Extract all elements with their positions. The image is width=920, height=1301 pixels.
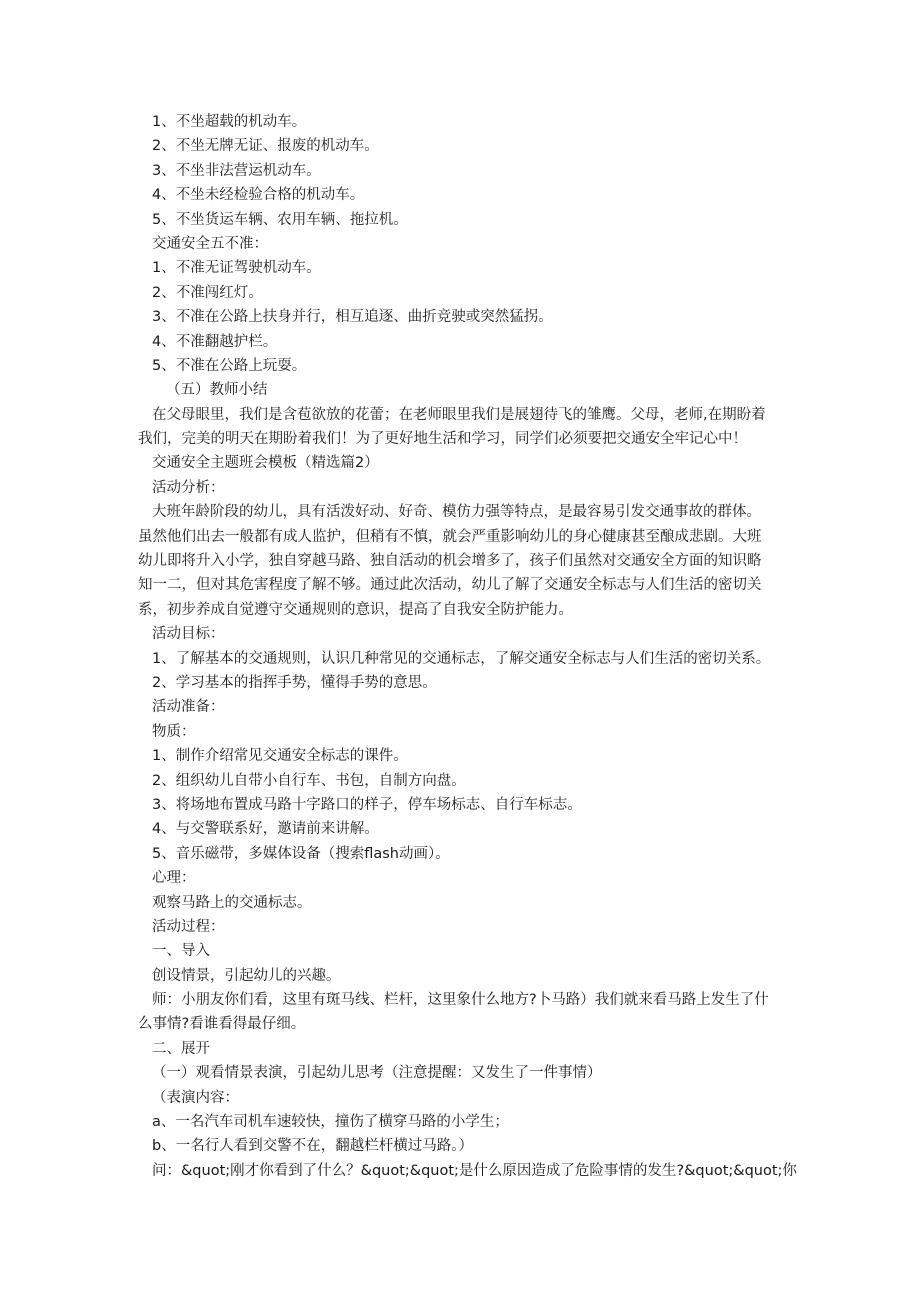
text-line: a、一名汽车司机车速较快，撞伤了横穿马路的小学生； [152,1114,509,1131]
text-line: 么事情?看谁看得最仔细。 [138,1016,306,1033]
text-line: 3、不坐非法营运机动车。 [152,162,321,179]
text-line: 虽然他们出去一般都有成人监护，但稍有不慎，就会严重影响幼儿的身心健康甚至酿成悲剧。大班 [138,528,762,545]
text-line: 1、了解基本的交通规则，认识几种常见的交通标志，了解交通安全标志与人们生活的密切关系。 [152,650,771,667]
text-line: 知一二，但对其危害程度了解不够。通过此次活动，幼儿了解了交通安全标志与人们生活的密切关 [138,577,762,594]
text-line: 3、将场地布置成马路十字路口的样子，停车场标志、自行车标志。 [152,796,582,813]
text-line: 系，初步养成自觉遵守交通规则的意识，提高了自我安全防护能力。 [138,601,573,618]
text-line: 幼儿即将升入小学，独自穿越马路、独自活动的机会增多了，孩子们虽然对交通安全方面的知识略 [138,553,762,570]
text-line: 2、不准闯红灯。 [152,284,263,301]
text-line: 交通安全主题班会模板（精选篇2） [152,455,379,472]
text-line: 交通安全五不准： [152,235,268,252]
text-line: b、一名行人看到交警不在，翻越栏杆横过马路。） [152,1138,473,1155]
text-line: 1、制作介绍常见交通安全标志的课件。 [152,748,408,765]
text-line: 心理： [152,870,196,887]
text-line: 1、不坐超载的机动车。 [152,114,307,130]
text-line: 在父母眼里，我们是含苞欲放的花蕾；在老师眼里我们是展翅待飞的雏鹰。父母，老师,在期盼着 [152,406,766,423]
text-line: （表演内容： [152,1089,239,1106]
text-line: 2、组织幼儿自带小自行车、书包，自制方向盘。 [152,772,466,789]
document-body [138,110,797,1183]
text-line: 师：小朋友你们看，这里有斑马线、栏杆，这里象什么地方?卜马路）我们就来看马路上发生了什 [152,992,769,1009]
text-line: 4、与交警联系好，邀请前来讲解。 [152,821,379,838]
text-line: 二、展开 [152,1040,210,1057]
text-line: 大班年龄阶段的幼儿，具有活泼好动、好奇、模仿力强等特点，是最容易引发交通事故的群体。 [152,504,761,521]
text-line: 5、音乐磁带，多媒体设备（搜索flash动画）。 [152,845,450,862]
text-line: 3、不准在公路上扶身并行，相互追逐、曲折竞驶或突然猛拐。 [152,309,553,326]
text-line: 4、不坐未经检验合格的机动车。 [152,187,365,204]
text-line: 创设情景，引起幼儿的兴趣。 [152,967,341,984]
text-line: 1、不准无证驾驶机动车。 [152,260,321,277]
text-line: （五）教师小结 [166,382,268,399]
text-line: （一）观看情景表演，引起幼儿思考（注意提醒：又发生了一件事情） [152,1065,602,1082]
text-line: 活动分析： [152,479,225,496]
text-line: 4、不准翻越护栏。 [152,333,278,350]
text-line: 活动准备： [152,699,225,716]
text-line: 一、导入 [152,943,210,960]
text-line: 问：&quot;刚才你看到了什么？&quot;&quot;是什么原因造成了危险事情的发生?&quot;&quot;你 [152,1162,797,1179]
text-line: 观察马路上的交通标志。 [152,894,312,911]
text-line: 我们，完美的明天在期盼着我们！为了更好地生活和学习，同学们必须要把交通安全牢记心中！ [138,431,747,448]
text-line: 5、不坐货运车辆、农用车辆、拖拉机。 [152,211,408,228]
text-line: 活动过程： [152,918,225,935]
text-line: 物质： [152,723,196,740]
text-line: 2、学习基本的指挥手势，懂得手势的意思。 [152,674,437,691]
text-line: 5、不准在公路上玩耍。 [152,357,307,374]
text-line: 活动目标： [152,626,225,643]
text-line: 2、不坐无牌无证、报废的机动车。 [152,138,379,155]
